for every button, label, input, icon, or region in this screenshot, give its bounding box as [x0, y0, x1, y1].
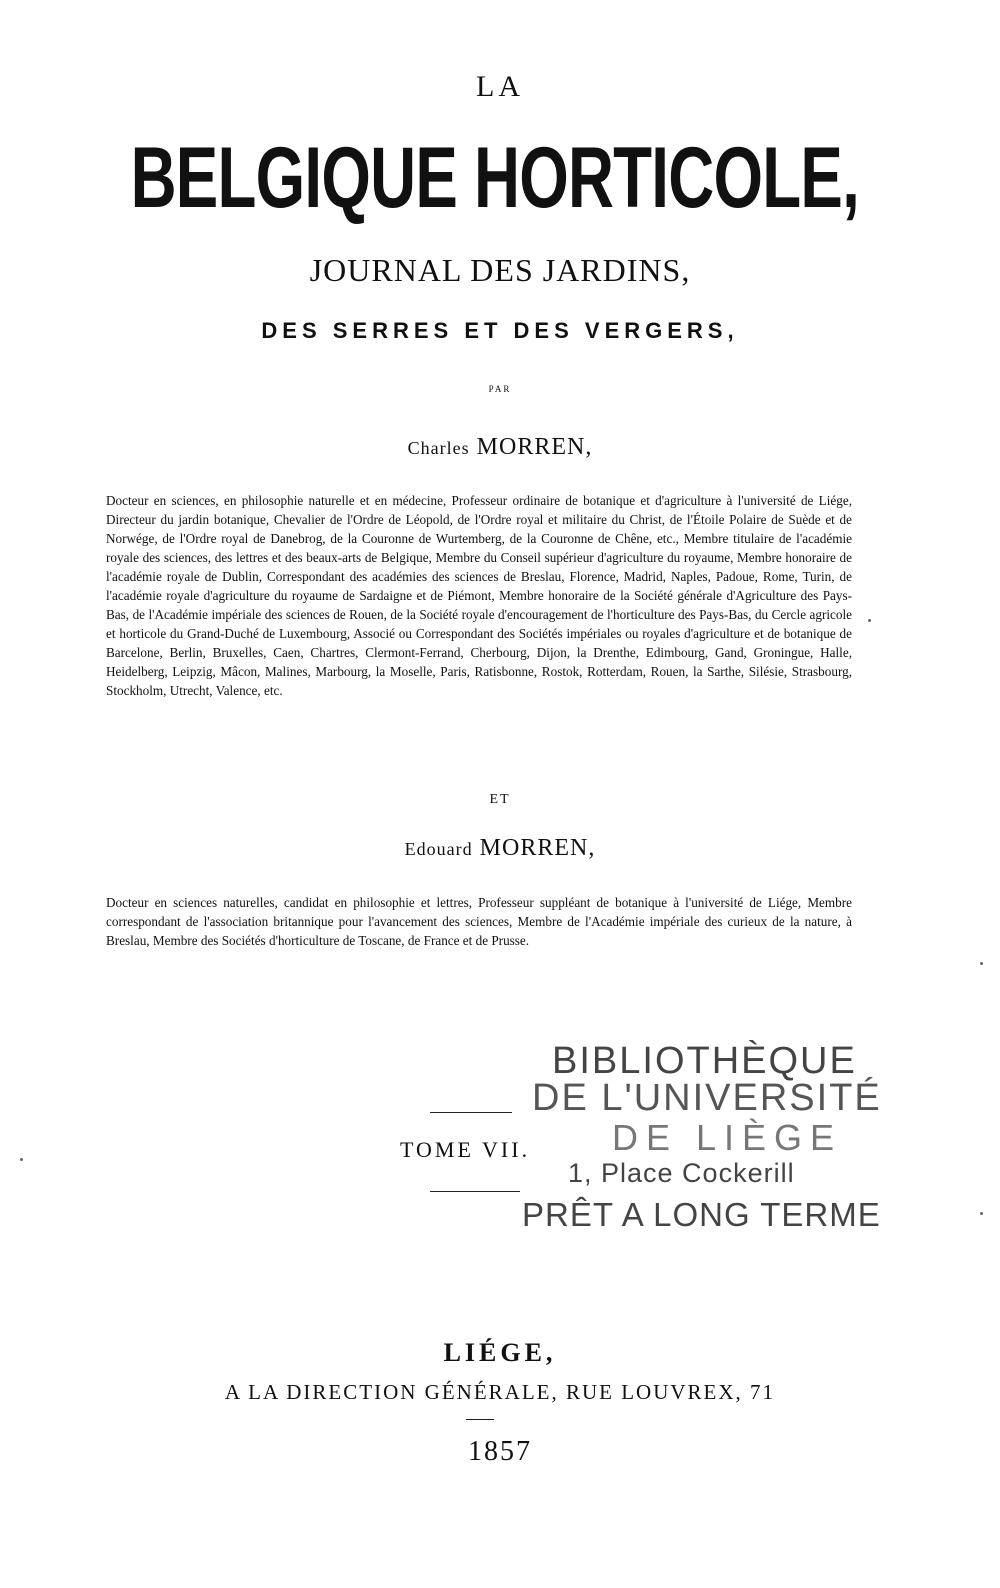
author-2-first-name: Edouard — [404, 839, 473, 859]
author-2 — [0, 835, 1000, 862]
speck-mark — [868, 619, 871, 622]
speck-mark — [980, 1212, 983, 1215]
author-1 — [0, 434, 1000, 461]
year-rule — [466, 1419, 494, 1420]
main-title: BELGIQUE HORTICOLE, — [130, 130, 860, 226]
par-label: PAR — [488, 384, 512, 394]
tome-top-rule — [430, 1112, 512, 1113]
subtitle: JOURNAL DES JARDINS, — [309, 252, 691, 288]
publication-year: 1857 — [468, 1436, 532, 1467]
library-stamp-line-1: BIBLIOTHÈQUE — [552, 1040, 857, 1082]
publisher-address: A LA DIRECTION GÉNÉRALE, RUE LOUVREX, 71 — [224, 1380, 776, 1404]
library-stamp-line-2: DE L'UNIVERSITÉ — [532, 1077, 882, 1119]
tome-bottom-rule — [430, 1191, 520, 1192]
publication-city: LIÉGE, — [443, 1338, 557, 1367]
volume-number: TOME VII. — [400, 1137, 531, 1162]
library-stamp-line-3: DE LIÈGE — [612, 1117, 843, 1158]
author-1-first-name: Charles — [407, 438, 470, 458]
subtitle-secondary: DES SERRES ET DES VERGERS, — [261, 318, 739, 343]
author-1-last-name: MORREN, — [476, 434, 593, 460]
conjunction-et: ET — [489, 792, 511, 807]
speck-mark — [20, 1158, 23, 1161]
author-1-credentials: Docteur en sciences, en philosophie naturelle et en médecine, Professeur ordinaire de botanique et d'agriculture à l'université de Liége, Directeur du jardin botanique, Chevalier de l'Ordre de Léopold, de l'Ordre royal et militaire du Christ, de l'Étoile Polaire de Suède et de Norwége, de l'Ordre royal de Danebrog, de la Couronne de Wurtemberg, de la Couronne de Chêne, etc., Membre titulaire de l'académie royale des sciences, des lettres et des beaux-arts de Belgique, Membre du Conseil supérieur d'agriculture du royaume, Membre honoraire de l'académie royale de Dublin, Correspondant des académies des sciences de Breslau, Florence, Madrid, Naples, Padoue, Rome, Turin, de l'académie royale d'agriculture du royaume de Sardaigne et de Piémont, Membre honoraire de la Société générale d'Agriculture des Pays-Bas, de l'Académie impériale des sciences de Rouen, de la Société royale d'encouragement de l'horticulture des Pays-Bas, du Cercle agricole et horticole du Grand-Duché de Luxembourg, Associé ou Correspondant des Sociétés impériales ou royales d'agriculture et de botanique de Barcelone, Berlin, Bruxelles, Caen, Chartres, Clermont-Ferrand, Cherbourg, Dijon, la Drenthe, Edimbourg, Gand, Groningue, Halle, Heidelberg, Leipzig, Mâcon, Malines, Marbourg, la Moselle, Paris, Ratisbonne, Rostok, Rotterdam, Rouen, la Sarthe, Silésie, Strasbourg, Stockholm, Utrecht, Valence, etc. — [106, 493, 852, 698]
title-article: LA — [476, 70, 524, 103]
library-stamp-line-5: PRÊT A LONG TERME — [522, 1196, 881, 1233]
library-stamp-line-4: 1, Place Cockerill — [568, 1158, 795, 1188]
speck-mark — [980, 962, 983, 965]
author-2-last-name: MORREN, — [479, 835, 596, 861]
author-2-credentials: Docteur en sciences naturelles, candidat en philosophie et lettres, Professeur suppléant de botanique à l'université de Liége, Membre correspondant de l'association britannique pour l'avancement des sciences, Membre de l'Académie impériale des curieux de la nature, à Breslau, Membre des Sociétés d'horticulture de Toscane, de France et de Prusse. — [106, 895, 852, 948]
